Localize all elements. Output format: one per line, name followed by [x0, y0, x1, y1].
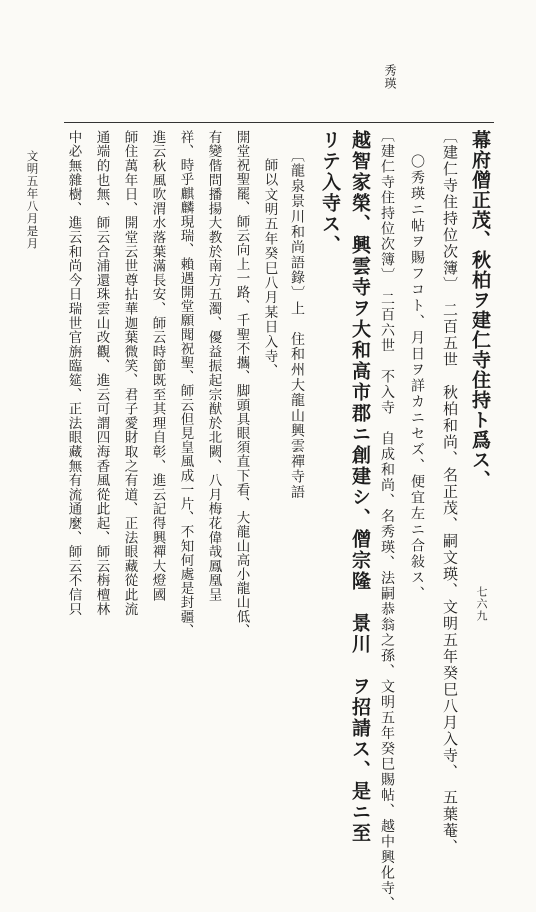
text-column-8: 中必無雜樹、進云和尚今日瑞世官旃臨筵、正法眼藏無有流通麼、師云不信只: [65, 130, 82, 617]
entry-citation-2: 〔建仁寺住持位次簿〕 二百六世 不入寺 自成和尚、名秀瑛、法嗣恭翁之孫、文明五年癸巳賜帖、越中興化寺、: [379, 128, 395, 912]
header-rule: [64, 122, 494, 123]
entry-heading-2-cont: リテ入寺ス、: [319, 130, 341, 256]
text-column-1: 師以文明五年癸巳八月某日入寺、: [261, 158, 278, 379]
entry-heading-2: 越智家榮、興雲寺ヲ大和高市郡ニ創建シ、僧宗隆 景川 ヲ招請ス、是ニ至: [349, 130, 371, 844]
text-column-2: 開堂祝聖罷、師云向上一路、千聖不攜、脚頭具眼須直下看、大龍山高小龍山低、: [233, 130, 250, 638]
running-title: 秀瑛: [383, 64, 397, 90]
text-column-4: 祥、時乎麒麟現瑞、賴遇開堂願聞祝聖、師云但見皇風成一片、不知何處是封疆、: [177, 130, 194, 638]
entry-note: 〇秀瑛ニ帖ヲ賜フコト、月日ヲ詳カニセズ、便宜左ニ合敍ス、: [409, 154, 425, 602]
page-number: 七六九: [475, 586, 488, 622]
text-column-6: 師住萬年日、開堂云世尊拈華迦葉微笑、君子愛財取之有道、正法眼藏從此流: [121, 130, 138, 617]
text-column-3: 有變偕問播揚大教於南方五濁、優益振起宗猷於北闕、八月梅花偉哉鳳凰呈: [205, 130, 222, 602]
source-title: 〔龍泉景川和尚語錄〕上 住和州大龍山興雲禪寺語: [289, 148, 305, 500]
text-column-5: 進云秋風吹渭水落葉滿長安、師云時節既至其理自彰、進云記得興禪大燈國: [149, 130, 166, 602]
entry-heading-1: 幕府僧正茂、秋柏ヲ建仁寺住持ト爲ス、: [469, 130, 491, 490]
text-column-7: 通端的也無、師云合浦還珠雲山改觀、進云可謂四海香風從此起、師云栴檀林: [93, 130, 110, 617]
entry-citation-1: 〔建仁寺住持位次簿〕 二百五世 秋柏和尚、名正茂、嗣文瑛、文明五年癸巳八月入寺、 五葉菴、: [441, 128, 459, 856]
date-sidenote: 文明五年八月是月: [25, 150, 40, 250]
